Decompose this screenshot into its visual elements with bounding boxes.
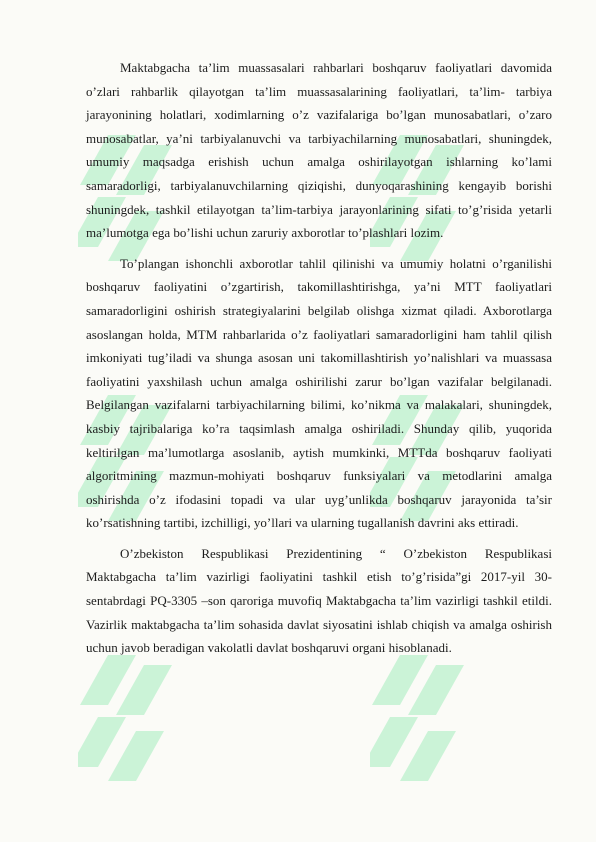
watermark-logo-icon [78, 655, 198, 800]
paragraph-3: O’zbekiston Respublikasi Prezidentining “ O’zbekiston Respublikasi Maktabgacha ta’lim vazirligi faoliyatini tashkil etish to’g’risida”gi 2017-yil 30-sentabrdagi PQ-3305 –son qaroriga muvofiq Maktabgacha ta’lim vazirligi tashkil etildi. Vazirlik maktabgacha ta’lim sohasida davlat siyosatini ishlab chiqish va amalga oshirish uchun javob beradigan vakolatli davlat boshqaruvi organi hisoblanadi. [86, 545, 552, 656]
document-body [86, 56, 552, 667]
paragraph-2: To’plangan ishonchli axborotlar tahlil qilinishi va umumiy holatni o’rganilishi boshqaruv faoliyatini o’zgartirish, takomillashtirishga, ya’ni MTT faoliyatlari samaradorligini oshirish strategiyalarini belgilab olishga xizmat qiladi. Axborotlarga asoslangan holda, MTM rahbarlarida o’z faoliyatlari samaradorligini ham tahlil qilish imkoniyati tug’iladi va shunga asosan uni takomillashtirish yo’nalishlari va muassasa faoliyatini yaxshilash uchun amalga oshirilishi zarur bo’lgan vazifalar belgilanadi. Belgilangan vazifalarni tarbiyachilarning bilimi, ko’nikma va malakalari, shuningdek, kasbiy tajribalariga ko’ra taqsimlash amalga oshiriladi. Shunday qilib, yuqorida keltirilgan ma’lumotlarga asoslanib, aytish mumkinki, MTTda boshqaruv faoliyati algoritmining mazmun-mohiyati boshqaruv funksiyalari va metodlarini amalga oshirishda o’z ifodasini topadi va ular uyg’unlikda boshqaruv jarayonida ta’sir ko’rsatishning tartibi, izchilligi, yo’llari va ularning tugallanish davrini aks ettiradi. [86, 255, 552, 531]
paragraph-1: Maktabgacha ta’lim muassasalari rahbarlari boshqaruv faoliyatlari davomida o’zlari rahbarlik qilayotgan ta’lim muassasalarining faoliyatlari, ta’lim- tarbiya jarayonining holatlari, xodimlarning o’z vazifalariga bo’lgan munosabatlari, o’zaro munosabatlar, ya’ni tarbiyalanuvchi va tarbiyachilarning munosabatlari, shuningdek, umumiy maqsadga erishish uchun amalga oshirilayotgan ishlarning ko’lami samaradorligi, tarbiyalanuvchilarning qiziqishi, dunyoqarashining kengayib borishi shuningdek, tashkil etilayotgan ta’lim-tarbiya jarayonlarining sifati to’g’risida yetarli ma’lumotga ega bo’lishi uchun zaruriy axborotlar to’plashlari lozim. [86, 60, 552, 241]
watermark-logo-icon [370, 655, 490, 800]
